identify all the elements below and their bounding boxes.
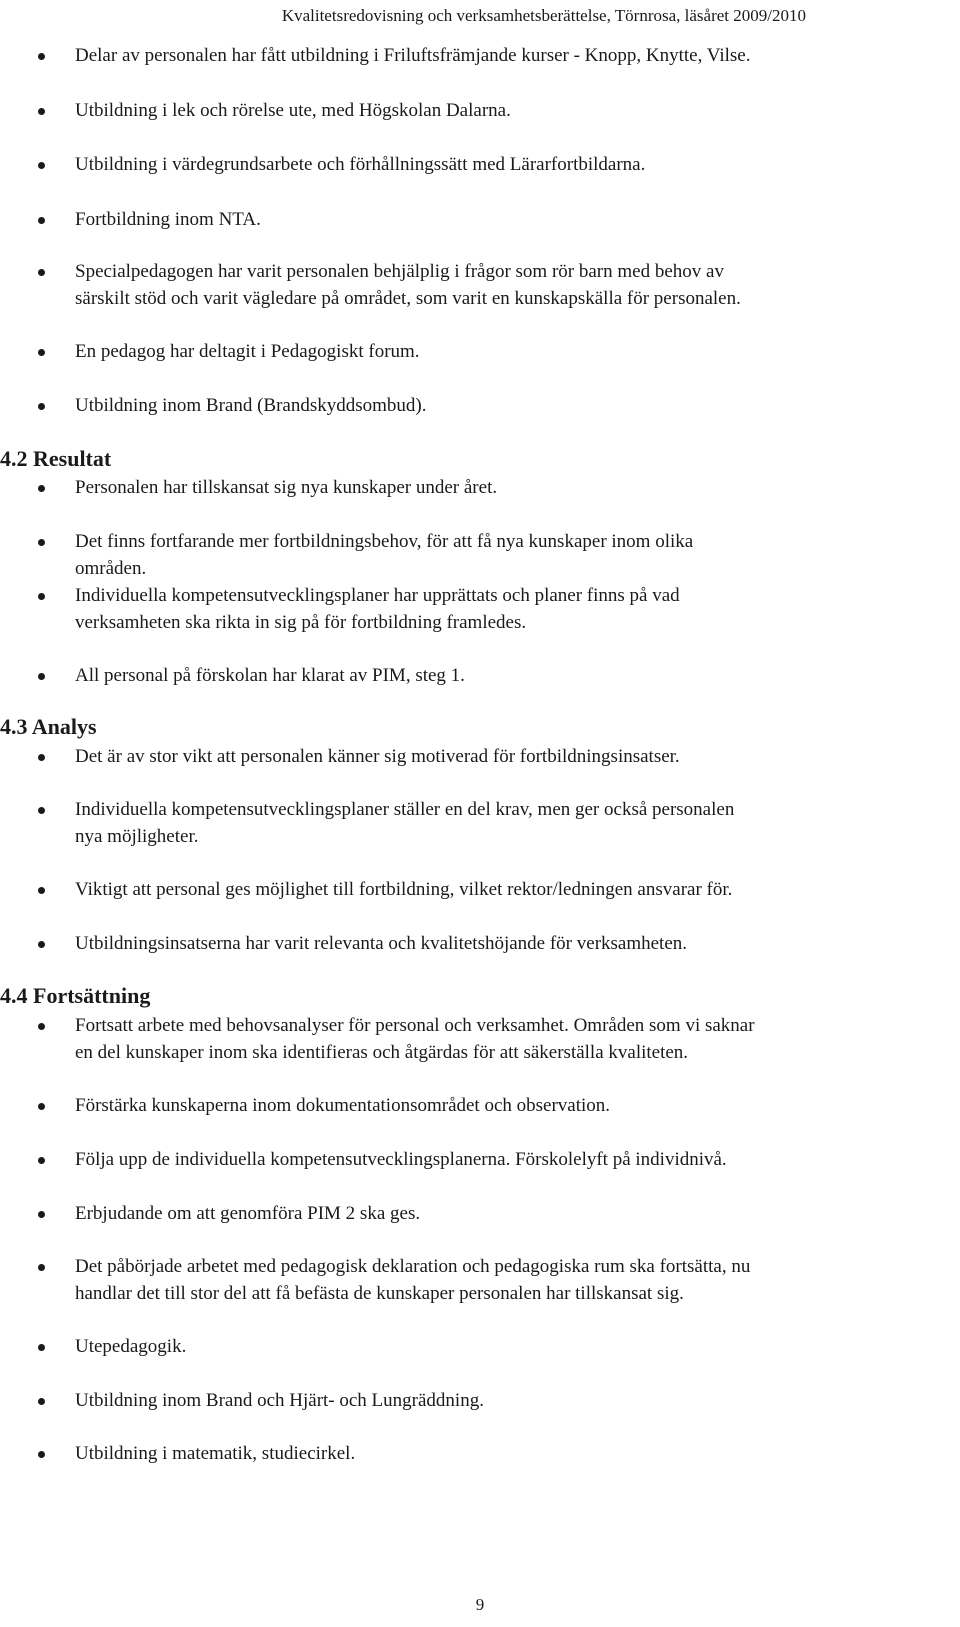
bullet-icon bbox=[38, 1023, 45, 1030]
text-line: Fortbildning inom NTA. bbox=[75, 209, 261, 230]
bullet-icon bbox=[38, 754, 45, 761]
text-line: Delar av personalen har fått utbildning i Friluftsfrämjande kurser - Knopp, Knytte, Vilse. bbox=[75, 45, 751, 66]
text-line: Förstärka kunskaperna inom dokumentationsområdet och observation. bbox=[75, 1095, 611, 1116]
text-line: Personalen har tillskansat sig nya kunskaper under året. bbox=[75, 477, 498, 498]
list-item-text bbox=[75, 258, 955, 312]
list-item-text bbox=[75, 206, 955, 233]
text-line: nya möjligheter. bbox=[75, 826, 199, 847]
list-item-text bbox=[75, 1253, 955, 1307]
list-item-text bbox=[75, 796, 955, 850]
text-line: En pedagog har deltagit i Pedagogiskt forum. bbox=[75, 341, 420, 362]
bullet-icon bbox=[38, 941, 45, 948]
bullet-icon bbox=[38, 887, 45, 894]
bullet-icon bbox=[38, 1103, 45, 1110]
bullet-icon bbox=[38, 485, 45, 492]
list-item-text bbox=[75, 1012, 955, 1066]
bullet-icon bbox=[38, 269, 45, 276]
bullet-icon bbox=[38, 1344, 45, 1351]
text-line: Individuella kompetensutvecklingsplaner har upprättats och planer finns på vad bbox=[75, 585, 680, 606]
bullet-icon bbox=[38, 53, 45, 60]
list-item-text bbox=[75, 42, 955, 69]
text-line: Utbildning i lek och rörelse ute, med Högskolan Dalarna. bbox=[75, 100, 511, 121]
list-item-text bbox=[75, 1146, 955, 1173]
text-line: All personal på förskolan har klarat av PIM, steg 1. bbox=[75, 665, 465, 686]
list-item-text bbox=[75, 1092, 955, 1119]
bullet-icon bbox=[38, 217, 45, 224]
bullet-icon bbox=[38, 108, 45, 115]
page-number: 9 bbox=[475, 1595, 485, 1614]
list-item-text bbox=[75, 1440, 955, 1467]
text-line: Utbildningsinsatserna har varit relevanta och kvalitetshöjande för verksamheten. bbox=[75, 933, 688, 954]
text-line: Utbildning i matematik, studiecirkel. bbox=[75, 1443, 356, 1464]
list-item-text bbox=[75, 662, 955, 689]
bullet-icon bbox=[38, 1451, 45, 1458]
text-line: Specialpedagogen har varit personalen behjälplig i frågor som rör barn med behov av bbox=[75, 261, 724, 282]
text-line: Fortsatt arbete med behovsanalyser för personal och verksamhet. Områden som vi saknar bbox=[75, 1015, 755, 1036]
section-heading: 4.4 Fortsättning bbox=[0, 983, 151, 1008]
text-line: Utepedagogik. bbox=[75, 1336, 187, 1357]
text-line: Det påbörjade arbetet med pedagogisk deklaration och pedagogiska rum ska fortsätta, nu bbox=[75, 1256, 751, 1277]
section-heading: 4.3 Analys bbox=[0, 714, 97, 739]
text-line: Utbildning inom Brand och Hjärt- och Lungräddning. bbox=[75, 1390, 484, 1411]
text-line: Följa upp de individuella kompetensutvecklingsplanerna. Förskolelyft på individnivå. bbox=[75, 1149, 727, 1170]
list-item-text bbox=[75, 743, 955, 770]
list-item-text bbox=[75, 582, 955, 636]
bullet-icon bbox=[38, 1398, 45, 1405]
list-item-text bbox=[75, 1387, 955, 1414]
text-line: Det finns fortfarande mer fortbildningsbehov, för att få nya kunskaper inom olika bbox=[75, 531, 694, 552]
list-item-text bbox=[75, 338, 955, 365]
text-line: Erbjudande om att genomföra PIM 2 ska ges. bbox=[75, 1203, 421, 1224]
bullet-icon bbox=[38, 162, 45, 169]
bullet-icon bbox=[38, 539, 45, 546]
list-item-text bbox=[75, 876, 955, 903]
bullet-icon bbox=[38, 1264, 45, 1271]
text-line: Det är av stor vikt att personalen känner sig motiverad för fortbildningsinsatser. bbox=[75, 746, 680, 767]
running-header: Kvalitetsredovisning och verksamhetsberättelse, Törnrosa, läsåret 2009/2010 bbox=[281, 6, 806, 25]
text-line: Utbildning inom Brand (Brandskyddsombud). bbox=[75, 395, 427, 416]
text-line: Utbildning i värdegrundsarbete och förhållningssätt med Lärarfortbildarna. bbox=[75, 154, 646, 175]
bullet-icon bbox=[38, 593, 45, 600]
bullet-icon bbox=[38, 349, 45, 356]
list-item-text bbox=[75, 392, 955, 419]
section-heading: 4.2 Resultat bbox=[0, 446, 112, 471]
bullet-icon bbox=[38, 807, 45, 814]
list-item-text bbox=[75, 930, 955, 957]
text-line: särskilt stöd och varit vägledare på området, som varit en kunskapskälla för personalen. bbox=[75, 288, 741, 309]
list-item-text bbox=[75, 474, 955, 501]
bullet-icon bbox=[38, 1211, 45, 1218]
text-line: områden. bbox=[75, 558, 147, 579]
text-line: handlar det till stor del att få befästa de kunskaper personalen har tillskansat sig. bbox=[75, 1283, 684, 1304]
list-item-text bbox=[75, 151, 955, 178]
text-line: Individuella kompetensutvecklingsplaner ställer en del krav, men ger också personalen bbox=[75, 799, 735, 820]
text-line: verksamheten ska rikta in sig på för fortbildning framledes. bbox=[75, 612, 527, 633]
list-item-text bbox=[75, 1200, 955, 1227]
list-item-text bbox=[75, 97, 955, 124]
bullet-icon bbox=[38, 673, 45, 680]
text-line: Viktigt att personal ges möjlighet till fortbildning, vilket rektor/ledningen ansvarar för. bbox=[75, 879, 733, 900]
bullet-icon bbox=[38, 1157, 45, 1164]
list-item-text bbox=[75, 528, 955, 582]
text-line: en del kunskaper inom ska identifieras och åtgärdas för att säkerställa kvaliteten. bbox=[75, 1042, 689, 1063]
list-item-text bbox=[75, 1333, 955, 1360]
bullet-icon bbox=[38, 403, 45, 410]
